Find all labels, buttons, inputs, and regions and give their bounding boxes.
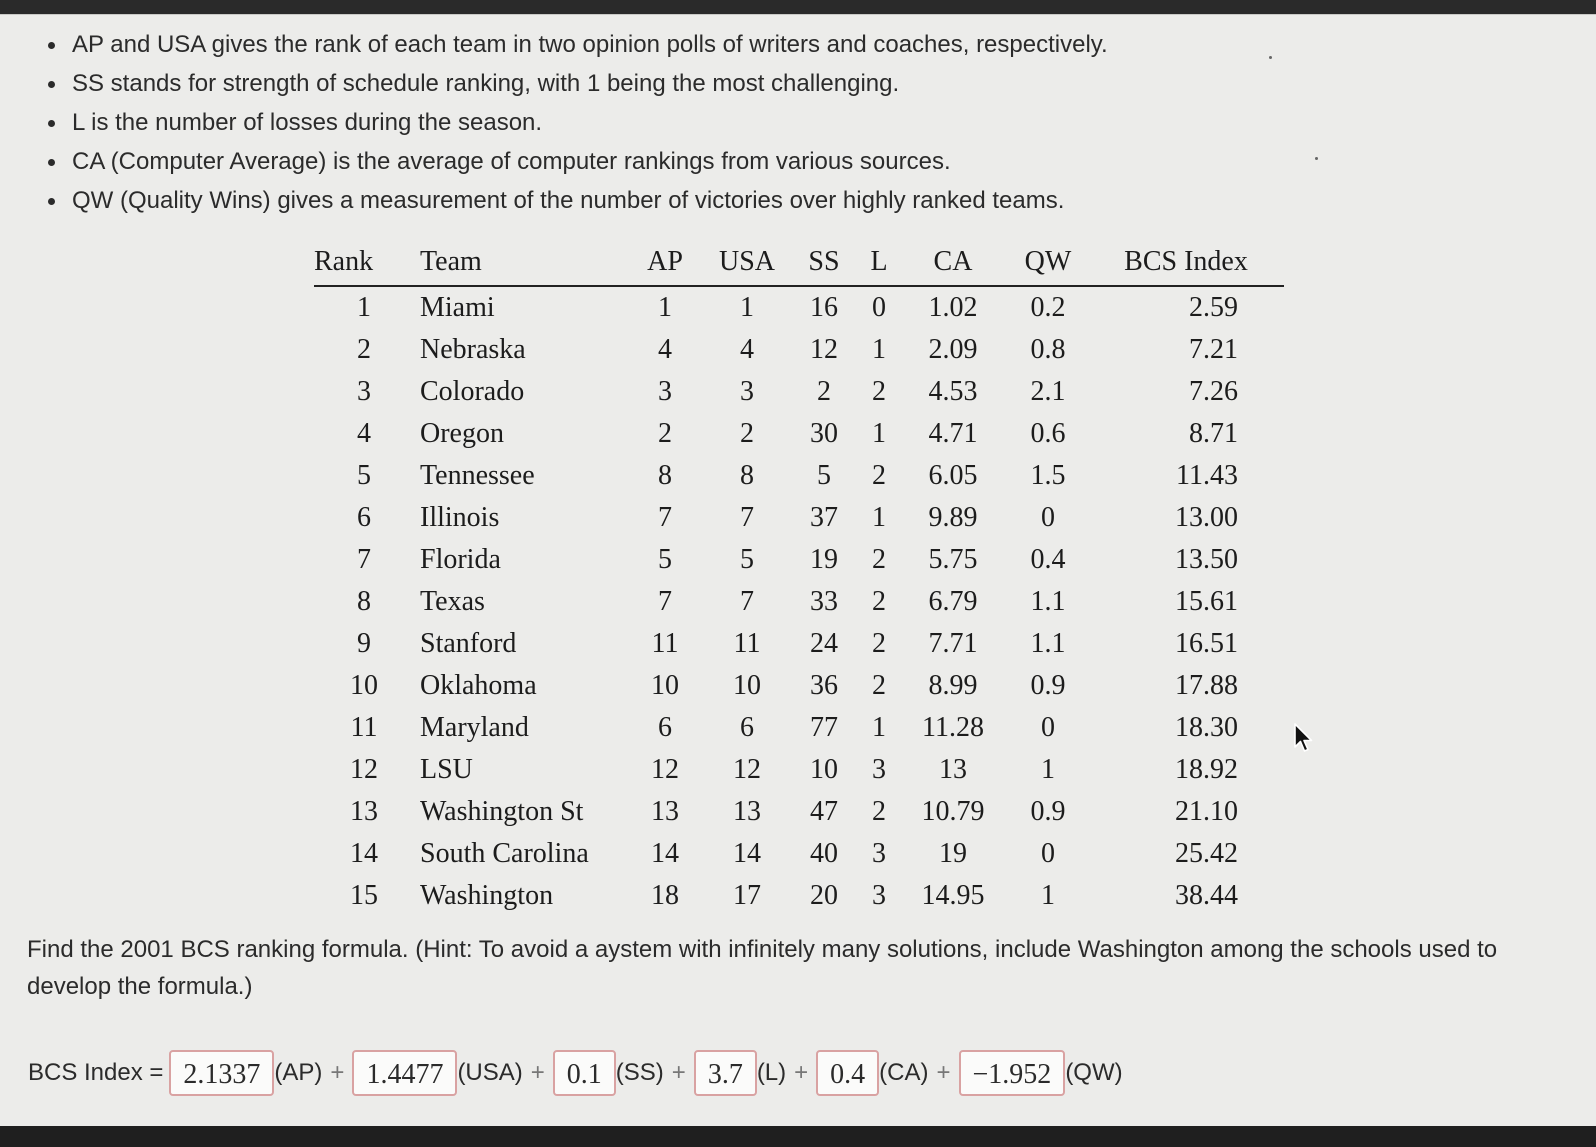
cell-rank: 2 <box>357 334 371 365</box>
header-l: L <box>860 239 898 286</box>
cell-ca: 10.79 <box>921 796 985 827</box>
cell-l: 2 <box>872 376 886 407</box>
cell-usa: 4 <box>740 334 754 365</box>
cell-qw: 0.9 <box>1030 670 1066 701</box>
definition-item-qw: QW (Quality Wins) gives a measurement of the number of victories over highly ranked teams. <box>40 181 1108 220</box>
cell-ap: 2 <box>658 418 672 449</box>
cell-ca: 19 <box>939 838 967 869</box>
cell-bcs-index: 8.71 <box>1189 418 1238 449</box>
cell-ss: 10 <box>810 754 838 785</box>
cell-team: Tennessee <box>420 460 535 491</box>
cell-ca: 7.71 <box>928 628 978 659</box>
cell-team: Maryland <box>420 712 529 743</box>
table-row <box>314 581 1284 623</box>
cell-ss: 24 <box>810 628 838 659</box>
cell-ap: 12 <box>651 754 679 785</box>
table-row <box>314 623 1284 665</box>
cell-rank: 12 <box>350 754 378 785</box>
cell-usa: 3 <box>740 376 754 407</box>
cell-usa: 6 <box>740 712 754 743</box>
term-label-ca: (CA) <box>879 1059 929 1086</box>
table-row <box>314 539 1284 581</box>
cell-bcs-index: 18.92 <box>1175 754 1238 785</box>
cell-bcs-index: 21.10 <box>1175 796 1238 827</box>
cell-ca: 5.75 <box>928 544 978 575</box>
cell-qw: 1 <box>1041 880 1055 911</box>
cell-team: Miami <box>420 292 495 323</box>
cell-ss: 5 <box>817 460 831 491</box>
cell-bcs-index: 18.30 <box>1175 712 1238 743</box>
cell-bcs-index: 16.51 <box>1175 628 1238 659</box>
cell-l: 3 <box>872 880 886 911</box>
cell-rank: 11 <box>350 712 378 743</box>
cell-l: 1 <box>872 502 886 533</box>
cell-qw: 0.6 <box>1030 418 1066 449</box>
cell-team: Washington St <box>420 796 584 827</box>
cell-ap: 1 <box>658 292 672 323</box>
cell-qw: 1.1 <box>1030 628 1066 659</box>
cell-rank: 7 <box>357 544 371 575</box>
cell-rank: 6 <box>357 502 371 533</box>
cell-ap: 14 <box>651 838 679 869</box>
cell-usa: 7 <box>740 502 754 533</box>
table-row <box>314 329 1284 371</box>
table-row <box>314 707 1284 749</box>
cell-qw: 2.1 <box>1030 376 1066 407</box>
cell-l: 2 <box>872 460 886 491</box>
cell-team: Oklahoma <box>420 670 537 701</box>
cell-ca: 4.71 <box>928 418 978 449</box>
cell-ss: 77 <box>810 712 838 743</box>
cell-team: Oregon <box>420 418 504 449</box>
cell-ap: 10 <box>651 670 679 701</box>
table-body <box>314 286 1284 917</box>
cell-bcs-index: 7.26 <box>1189 376 1238 407</box>
cell-rank: 14 <box>350 838 378 869</box>
cell-rank: 10 <box>350 670 378 701</box>
table-row <box>314 286 1284 329</box>
cell-team: Florida <box>420 544 501 575</box>
bottom-bar <box>0 1126 1596 1147</box>
cell-qw: 1 <box>1041 754 1055 785</box>
plus-sign: + <box>530 1059 545 1086</box>
table-header-row <box>314 239 1284 286</box>
table-row <box>314 455 1284 497</box>
cell-ca: 2.09 <box>928 334 978 365</box>
cell-qw: 0.4 <box>1030 544 1066 575</box>
term-label-usa: (USA) <box>457 1059 523 1086</box>
cell-bcs-index: 25.42 <box>1175 838 1238 869</box>
cell-ca: 9.89 <box>928 502 978 533</box>
content-panel <box>0 14 1596 1127</box>
cell-qw: 0 <box>1041 712 1055 743</box>
question-text: Find the 2001 BCS ranking formula. (Hint: To avoid a aystem with infinitely many solutions, include Washington among the schools used to develop the formula.) <box>27 936 1498 1000</box>
cell-ss: 12 <box>810 334 838 365</box>
cell-ss: 19 <box>810 544 838 575</box>
cell-ap: 13 <box>651 796 679 827</box>
cell-team: Washington <box>420 880 554 911</box>
header-ca: CA <box>898 239 1008 286</box>
cell-l: 3 <box>872 838 886 869</box>
cell-qw: 1.5 <box>1030 460 1066 491</box>
cell-rank: 9 <box>357 628 371 659</box>
answer-box-l[interactable]: 3.7 <box>694 1050 757 1096</box>
cell-bcs-index: 15.61 <box>1175 586 1238 617</box>
cell-ca: 14.95 <box>921 880 985 911</box>
header-ss: SS <box>788 239 860 286</box>
cell-l: 2 <box>872 796 886 827</box>
cell-team: Colorado <box>420 376 525 407</box>
cell-ca: 6.05 <box>928 460 978 491</box>
cell-ss: 33 <box>810 586 838 617</box>
formula-lhs: BCS Index = <box>28 1059 164 1086</box>
cell-ap: 7 <box>658 586 672 617</box>
cell-team: South Carolina <box>420 838 589 869</box>
cell-ap: 7 <box>658 502 672 533</box>
cell-l: 1 <box>872 334 886 365</box>
cell-rank: 15 <box>350 880 378 911</box>
header-ap: AP <box>624 239 706 286</box>
cell-rank: 13 <box>350 796 378 827</box>
cell-team: Texas <box>420 586 485 617</box>
answer-box-ca[interactable]: 0.4 <box>816 1050 879 1096</box>
header-rank: Rank <box>314 239 420 286</box>
table-row <box>314 749 1284 791</box>
cell-ca: 1.02 <box>928 292 978 323</box>
cell-team: Illinois <box>420 502 500 533</box>
cell-ap: 8 <box>658 460 672 491</box>
cell-ca: 11.28 <box>922 712 984 743</box>
answer-box-qw[interactable]: −1.952 <box>959 1050 1066 1096</box>
cell-l: 2 <box>872 544 886 575</box>
cell-ss: 47 <box>810 796 838 827</box>
cell-team: Stanford <box>420 628 517 659</box>
table-row <box>314 875 1284 917</box>
cell-qw: 0 <box>1041 838 1055 869</box>
cell-l: 2 <box>872 628 886 659</box>
plus-sign: + <box>671 1059 686 1086</box>
cell-ap: 11 <box>651 628 679 659</box>
cell-usa: 13 <box>733 796 761 827</box>
mouse-pointer-icon <box>1293 722 1315 754</box>
definition-item-ca: CA (Computer Average) is the average of computer rankings from various sources. <box>40 142 1108 181</box>
cell-bcs-index: 13.00 <box>1175 502 1238 533</box>
term-label-ap: (AP) <box>274 1059 323 1086</box>
table-row <box>314 413 1284 455</box>
cell-ss: 36 <box>810 670 838 701</box>
cell-usa: 2 <box>740 418 754 449</box>
cell-qw: 0.9 <box>1030 796 1066 827</box>
cell-bcs-index: 17.88 <box>1175 670 1238 701</box>
cell-usa: 12 <box>733 754 761 785</box>
cell-usa: 17 <box>733 880 761 911</box>
cell-team: Nebraska <box>420 334 526 365</box>
cell-ss: 37 <box>810 502 838 533</box>
cell-l: 1 <box>872 418 886 449</box>
cell-l: 1 <box>872 712 886 743</box>
definition-item-ss: SS stands for strength of schedule ranking, with 1 being the most challenging. <box>40 64 1108 103</box>
cell-usa: 7 <box>740 586 754 617</box>
cell-usa: 5 <box>740 544 754 575</box>
term-label-qw: (QW) <box>1065 1059 1123 1086</box>
plus-sign: + <box>330 1059 345 1086</box>
cell-rank: 8 <box>357 586 371 617</box>
cell-ap: 5 <box>658 544 672 575</box>
cell-qw: 0 <box>1041 502 1055 533</box>
cell-qw: 0.8 <box>1030 334 1066 365</box>
cell-l: 3 <box>872 754 886 785</box>
answer-box-ap[interactable]: 2.1337 <box>169 1050 274 1096</box>
table-row <box>314 791 1284 833</box>
definitions-list <box>40 25 1108 220</box>
stray-dot <box>1269 56 1272 59</box>
answer-box-usa[interactable]: 1.4477 <box>352 1050 457 1096</box>
plus-sign: + <box>936 1059 951 1086</box>
term-label-ss: (SS) <box>615 1059 664 1086</box>
definition-item-ap-usa: AP and USA gives the rank of each team in two opinion polls of writers and coaches, respectively. <box>40 25 1108 64</box>
cell-bcs-index: 38.44 <box>1175 880 1238 911</box>
header-usa: USA <box>706 239 788 286</box>
cell-ap: 4 <box>658 334 672 365</box>
cell-ss: 20 <box>810 880 838 911</box>
cell-ss: 40 <box>810 838 838 869</box>
cell-rank: 1 <box>357 292 371 323</box>
table-row <box>314 497 1284 539</box>
cell-usa: 8 <box>740 460 754 491</box>
cell-bcs-index: 2.59 <box>1189 292 1238 323</box>
cell-team: LSU <box>420 754 473 785</box>
cell-ss: 30 <box>810 418 838 449</box>
cell-ca: 4.53 <box>928 376 978 407</box>
term-label-l: (L) <box>756 1059 787 1086</box>
cell-rank: 5 <box>357 460 371 491</box>
cell-ca: 13 <box>939 754 967 785</box>
cell-ca: 6.79 <box>928 586 978 617</box>
table-row <box>314 665 1284 707</box>
cell-ap: 18 <box>651 880 679 911</box>
bcs-rankings-table <box>314 239 1284 917</box>
cell-bcs-index: 7.21 <box>1189 334 1238 365</box>
cell-usa: 11 <box>733 628 761 659</box>
cell-ss: 2 <box>817 376 831 407</box>
answer-box-ss[interactable]: 0.1 <box>553 1050 616 1096</box>
table-row <box>314 833 1284 875</box>
cell-ap: 6 <box>658 712 672 743</box>
cell-qw: 0.2 <box>1030 292 1066 323</box>
cell-usa: 1 <box>740 292 754 323</box>
bcs-formula <box>28 1047 1123 1099</box>
cell-l: 0 <box>872 292 886 323</box>
cell-ap: 3 <box>658 376 672 407</box>
plus-sign: + <box>794 1059 809 1086</box>
header-bcs-index: BCS Index <box>1088 239 1284 286</box>
stray-dot <box>1315 157 1318 160</box>
cell-l: 2 <box>872 670 886 701</box>
cell-bcs-index: 13.50 <box>1175 544 1238 575</box>
table-row <box>314 371 1284 413</box>
header-qw: QW <box>1008 239 1088 286</box>
cell-bcs-index: 11.43 <box>1176 460 1238 491</box>
cell-usa: 10 <box>733 670 761 701</box>
cell-l: 2 <box>872 586 886 617</box>
cell-qw: 1.1 <box>1030 586 1066 617</box>
cell-rank: 4 <box>357 418 371 449</box>
cell-ca: 8.99 <box>928 670 978 701</box>
definition-item-l: L is the number of losses during the season. <box>40 103 1108 142</box>
cell-ss: 16 <box>810 292 838 323</box>
cell-usa: 14 <box>733 838 761 869</box>
cell-rank: 3 <box>357 376 371 407</box>
header-team: Team <box>420 239 624 286</box>
